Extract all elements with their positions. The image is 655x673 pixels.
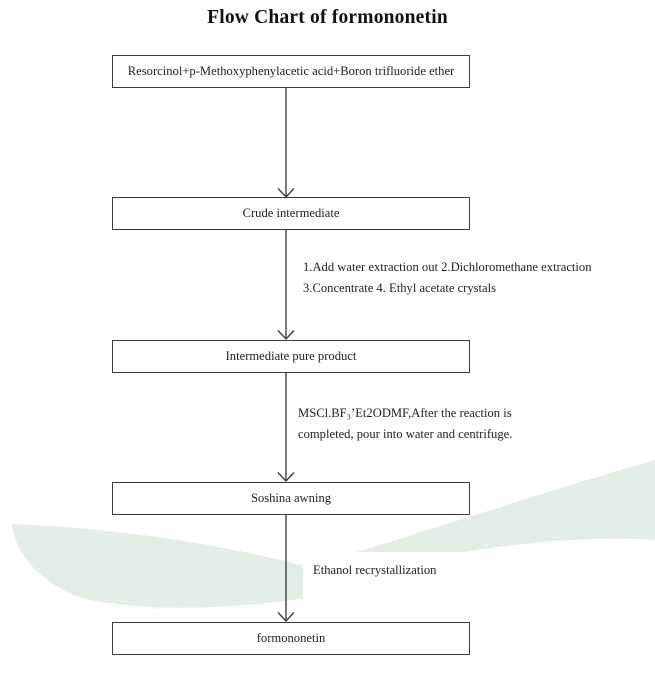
annotation-line: 1.Add water extraction out 2.Dichloromethane extraction xyxy=(303,260,592,274)
annotation-ethanol-recrystallization xyxy=(303,552,468,612)
annotation-line: 3.Concentrate 4. Ethyl acetate crystals xyxy=(303,281,497,295)
annotation-line: Ethanol recrystallization xyxy=(313,563,437,577)
flow-node-intermediate-pure-product: Intermediate pure product xyxy=(112,340,470,373)
arrow-step-2 xyxy=(278,230,294,339)
flow-node-crude-intermediate: Crude intermediate xyxy=(112,197,470,230)
annotation-extraction-steps xyxy=(303,257,592,299)
flow-node-reactants: Resorcinol+p-Methoxyphenylacetic acid+Boron trifluoride ether xyxy=(112,55,470,88)
annotation-line: completed, pour into water and centrifuge. xyxy=(298,427,513,441)
flow-node-soshina-awning: Soshina awning xyxy=(112,482,470,515)
page-title: Flow Chart of formononetin xyxy=(207,7,448,28)
annotation-line: MSCl.BF₃’Et2ODMF,After the reaction is xyxy=(298,406,512,420)
flow-node-formononetin: formononetin xyxy=(112,622,470,655)
arrow-step-4 xyxy=(278,515,294,621)
annotation-reaction-conditions xyxy=(298,403,512,445)
arrow-step-3 xyxy=(278,373,294,481)
arrow-step-1 xyxy=(278,87,294,197)
